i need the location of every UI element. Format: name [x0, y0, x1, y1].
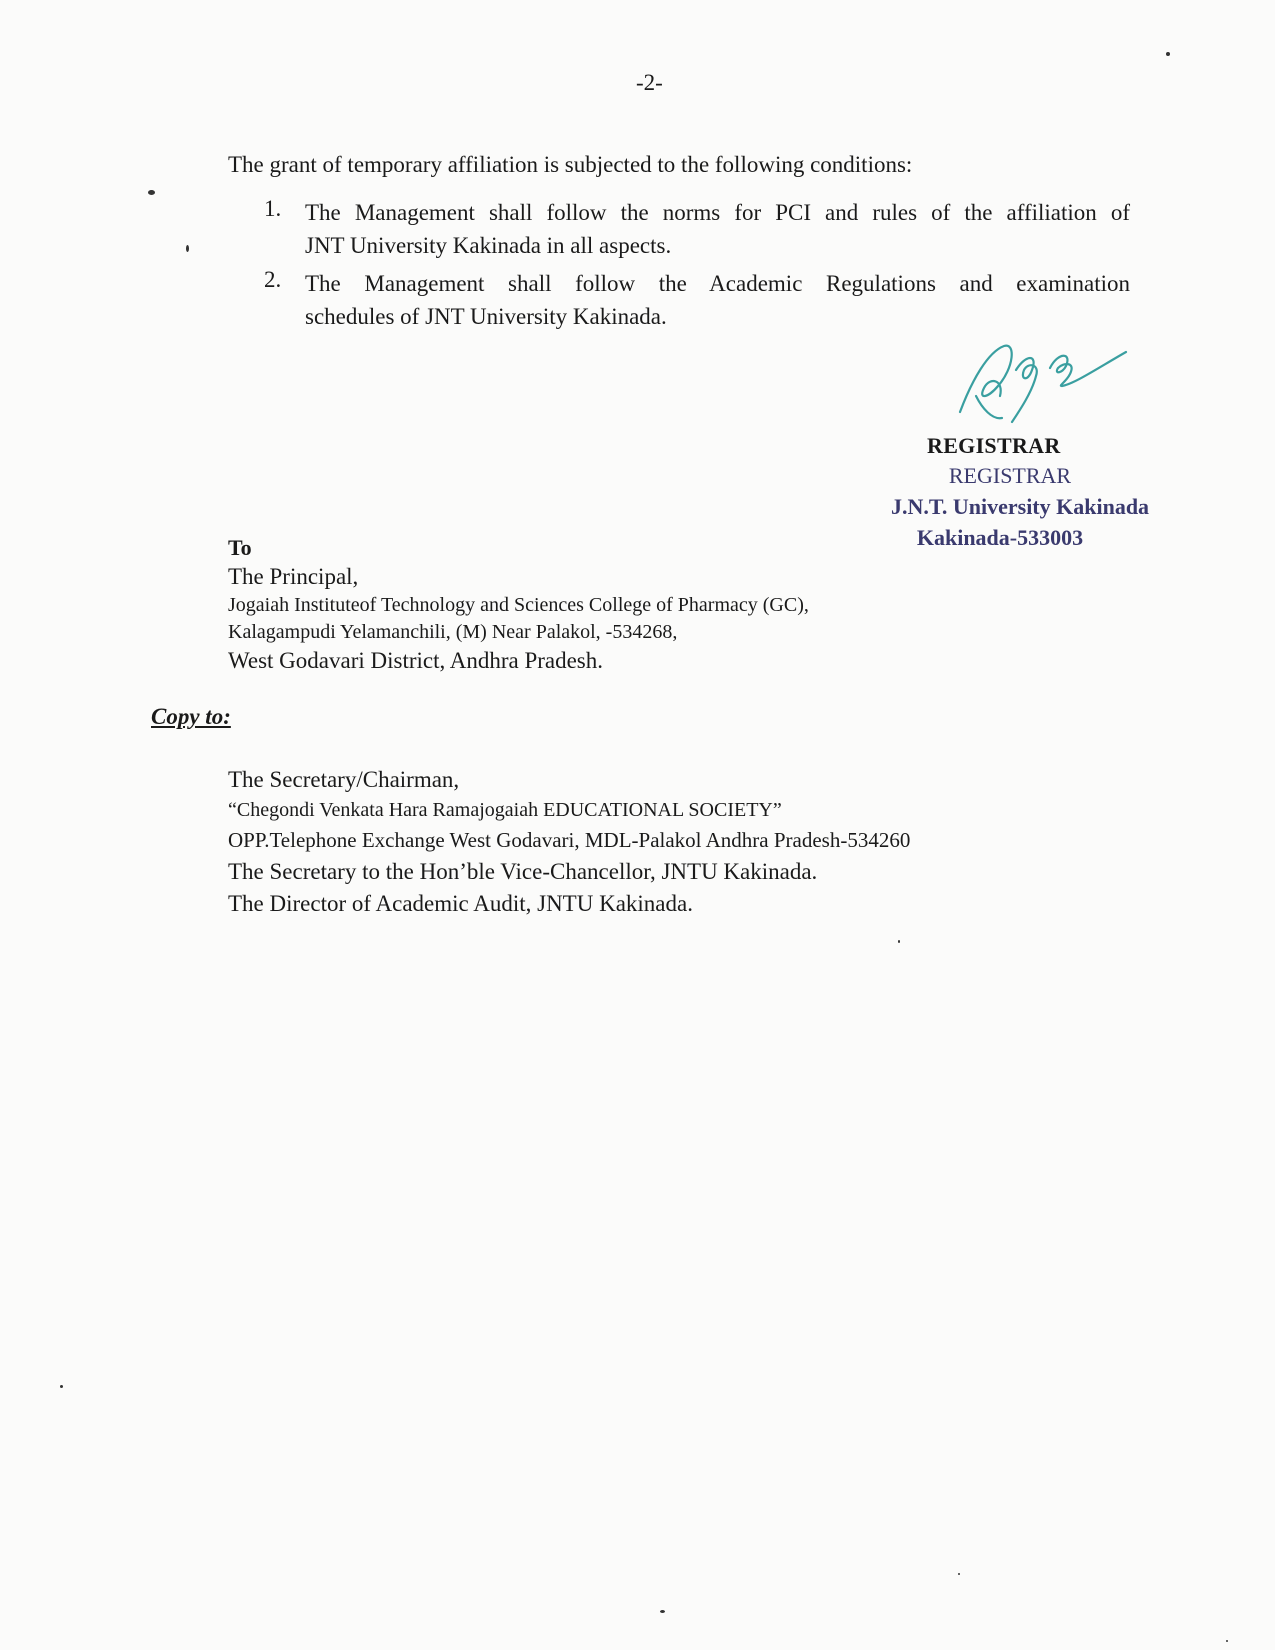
recipient-block — [228, 534, 809, 676]
registrar-stamp — [860, 460, 1180, 553]
to-label: To — [228, 535, 252, 560]
scan-speck — [898, 940, 900, 943]
scan-speck — [60, 1385, 63, 1388]
scan-speck — [186, 245, 189, 252]
condition-text-line: The Management shall follow the norms for PCI and rules of the affiliation of — [305, 200, 1130, 225]
registrar-signature — [958, 340, 1128, 440]
recipient-line: West Godavari District, Andhra Pradesh. — [228, 648, 604, 673]
scan-speck — [1226, 1640, 1228, 1642]
scan-speck — [958, 1573, 960, 1575]
copy-to-line: OPP.Telephone Exchange West Godavari, MDL-Palakol Andhra Pradesh-534260 — [228, 828, 911, 852]
condition-number: 1. — [264, 196, 282, 221]
scan-speck — [660, 1610, 665, 1613]
condition-number: 2. — [264, 267, 282, 292]
condition-item — [264, 267, 1130, 333]
registrar-label: REGISTRAR — [927, 433, 1061, 458]
recipient-line: The Principal, — [228, 564, 359, 589]
copy-to-line: The Director of Academic Audit, JNTU Kakinada. — [228, 891, 693, 916]
copy-to-heading: Copy to: — [151, 704, 231, 729]
scan-speck — [148, 190, 155, 195]
condition-text-line: schedules of JNT University Kakinada. — [305, 304, 667, 329]
condition-text-line: The Management shall follow the Academic Regulations and examination — [305, 271, 1130, 296]
recipient-line: Kalagampudi Yelamanchili, (M) Near Palakol, -534268, — [228, 621, 678, 643]
condition-item — [264, 196, 1130, 262]
recipient-line: Jogaiah Instituteof Technology and Sciences College of Pharmacy (GC), — [228, 594, 809, 616]
page-number: -2- — [636, 70, 663, 95]
stamp-title: REGISTRAR — [948, 463, 1072, 488]
copy-to-line: The Secretary to the Hon’ble Vice-Chancellor, JNTU Kakinada. — [228, 859, 818, 884]
scan-speck — [1166, 52, 1170, 56]
copy-to-line: The Secretary/Chairman, — [228, 767, 460, 792]
intro-paragraph: The grant of temporary affiliation is subjected to the following conditions: — [228, 152, 913, 177]
condition-text-line: JNT University Kakinada in all aspects. — [305, 233, 672, 258]
stamp-university: J.N.T. University Kakinada — [890, 494, 1150, 519]
stamp-address: Kakinada-533003 — [916, 525, 1084, 550]
copy-to-line: “Chegondi Venkata Hara Ramajogaiah EDUCATIONAL SOCIETY” — [228, 799, 782, 821]
copy-to-list — [228, 764, 910, 920]
conditions-list — [264, 196, 1130, 338]
